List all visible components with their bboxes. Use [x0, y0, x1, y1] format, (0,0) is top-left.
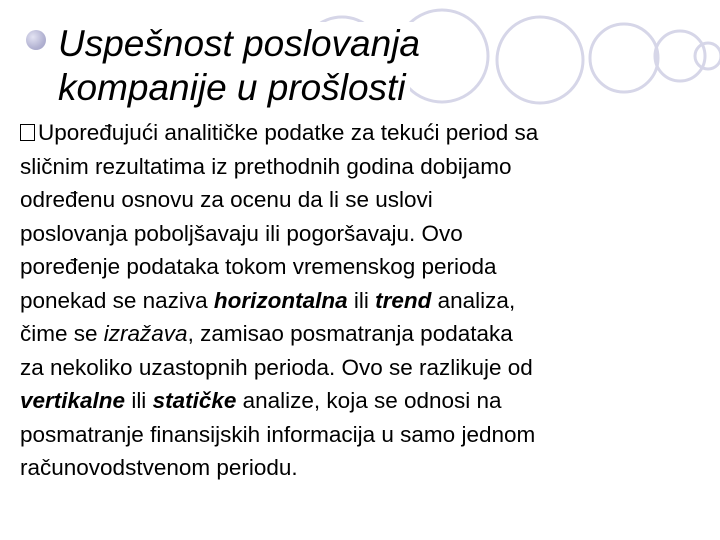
paragraph-line: poslovanja poboljšavaju ili pogoršavaju. Ovo [20, 220, 463, 246]
term-izrazava: izražava [103, 321, 188, 346]
title-line-1: Uspešnost poslovanja [58, 22, 424, 66]
paragraph-line: posmatranje finansijskih informacija u samo jednom [20, 421, 536, 447]
deco-circle [655, 31, 705, 81]
paragraph-line: čime se izražava, zamisao posmatranja podataka [20, 321, 513, 346]
paragraph-line: za nekoliko uzastopnih perioda. Ovo se razlikuje od [20, 354, 533, 380]
square-bullet-icon [20, 124, 35, 141]
paragraph-line: poređenje podataka tokom vremenskog perioda [20, 254, 497, 279]
term-horizontalna: horizontalna [213, 287, 348, 313]
paragraph-line: ponekad se naziva horizontalna ili trend analiza, [20, 287, 516, 313]
slide-title [58, 22, 618, 110]
body-paragraph [20, 116, 686, 485]
deco-circle [695, 43, 720, 69]
paragraph-line: sličnim rezultatima iz prethodnih godina dobijamo [20, 153, 512, 179]
term-vertikalne: vertikalne [20, 388, 126, 413]
title-bullet-icon [26, 30, 46, 50]
title-line-2: kompanije u prošlosti [58, 66, 410, 110]
paragraph-line: Upoređujući analitičke podatke za tekući period sa [20, 116, 686, 150]
paragraph-line: određenu osnovu za ocenu da li se uslovi [20, 187, 433, 212]
paragraph-line: računovodstvenom periodu. [20, 455, 298, 480]
paragraph-line: vertikalne ili statičke analize, koja se odnosi na [20, 388, 502, 413]
term-staticke: statičke [152, 388, 237, 413]
term-trend: trend [375, 287, 432, 313]
